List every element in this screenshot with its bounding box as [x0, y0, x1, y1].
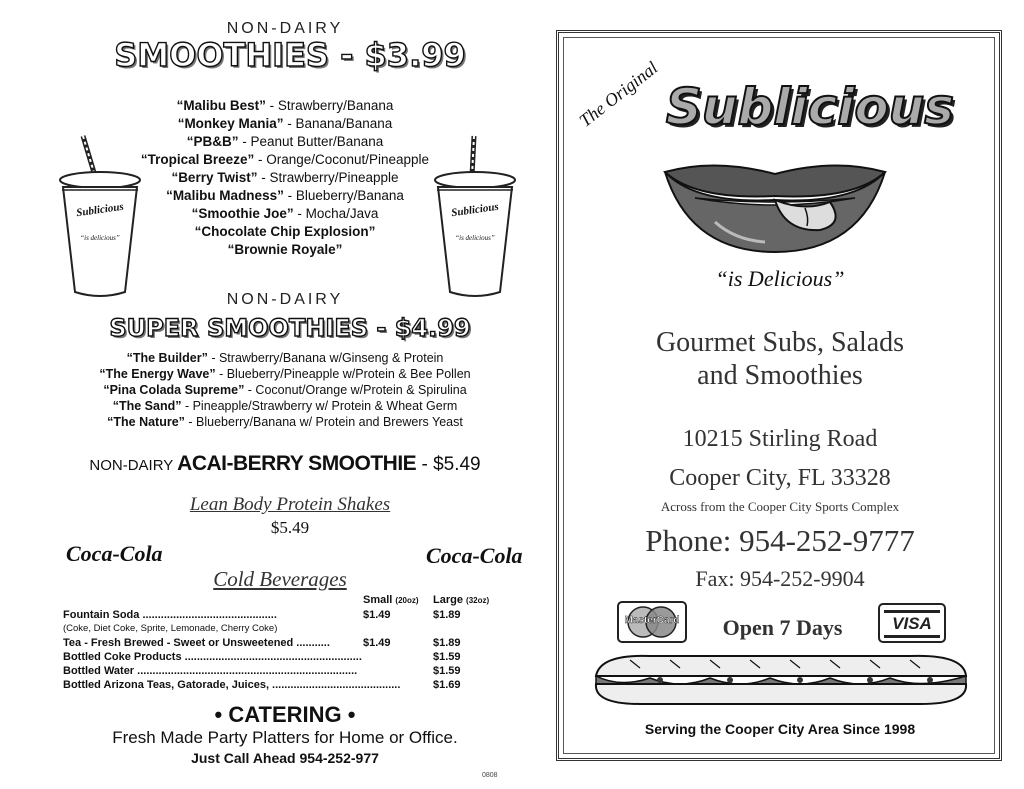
- list-item: “The Nature” - Blueberry/Banana w/ Protein and Brewers Yeast: [107, 415, 463, 429]
- table-row: Bottled Coke Products .......................................................... $1.59: [63, 651, 461, 663]
- cover-inner-border: [563, 37, 995, 754]
- list-item: “Malibu Best” - Strawberry/Banana: [176, 98, 394, 113]
- smoothies-banner: SMOOTHIES - $3.99: [114, 36, 466, 74]
- headline-line2: and Smoothies: [697, 360, 863, 391]
- fax-number: Fax: 954-252-9904: [695, 566, 865, 591]
- headline-line1: Gourmet Subs, Salads: [655, 327, 905, 358]
- phone-number: Phone: 954-252-9777: [645, 523, 915, 558]
- super-smoothies-label: NON-DAIRY: [226, 291, 344, 308]
- list-item: “The Energy Wave” - Blueberry/Pineapple w/Protein & Bee Pollen: [99, 367, 471, 381]
- catering-title: • CATERING •: [214, 702, 356, 727]
- address-note: Across from the Cooper City Sports Complex: [660, 499, 900, 514]
- cup-tagline: “is delicious”: [455, 234, 495, 242]
- list-item: “The Sand” - Pineapple/Strawberry w/ Protein & Wheat Germ: [112, 399, 458, 413]
- list-item: “Berry Twist” - Strawberry/Pineapple: [171, 170, 399, 185]
- smoothies-label: NON-DAIRY: [226, 20, 344, 37]
- list-item: “Smoothie Joe” - Mocha/Java: [191, 206, 379, 221]
- list-item: “Chocolate Chip Explosion”: [194, 224, 376, 239]
- table-row: (Coke, Diet Coke, Sprite, Lemonade, Cherry Coke): [63, 623, 278, 634]
- list-item: “Monkey Mania” - Banana/Banana: [177, 116, 393, 131]
- list-item: “The Builder” - Strawberry/Banana w/Ginseng & Protein: [126, 351, 444, 365]
- cup-tagline: “is delicious”: [80, 234, 120, 242]
- acai-smoothie: NON-DAIRY ACAI-BERRY SMOOTHIE - $5.49: [89, 452, 481, 475]
- coca-cola-logo: Coca-Cola: [66, 541, 163, 566]
- catering-phone: Just Call Ahead 954-252-977: [191, 750, 379, 766]
- tagline: “is Delicious”: [715, 266, 845, 291]
- list-item: “PB&B” - Peanut Butter/Banana: [186, 134, 384, 149]
- super-smoothies-banner: SUPER SMOOTHIES - $4.99: [109, 314, 471, 342]
- list-item: “Malibu Madness” - Blueberry/Banana: [166, 188, 404, 203]
- open-days: Open 7 Days: [722, 615, 843, 640]
- street-address: 10215 Stirling Road: [682, 426, 878, 452]
- list-item: “Tropical Breeze” - Orange/Coconut/Pineapple: [140, 152, 430, 167]
- table-row: Bottled Arizona Teas, Gatorade, Juices, .......................................... $1.69: [63, 679, 461, 691]
- table-row: Fountain Soda ............................................ $1.49 $1.89: [63, 609, 461, 621]
- protein-shakes-price: $5.49: [270, 518, 310, 537]
- serving-since: Serving the Cooper City Area Since 1998: [644, 721, 916, 737]
- catering-description: Fresh Made Party Platters for Home or Office.: [112, 728, 458, 747]
- mastercard-logo: MasterCard: [617, 601, 687, 643]
- brand-logo: Sublicious: [665, 78, 955, 136]
- table-header: Small (20oz) Large (32oz): [363, 594, 490, 606]
- visa-logo: VISA: [878, 603, 946, 643]
- super-smoothie-list: [60, 350, 510, 430]
- list-item: “Brownie Royale”: [227, 242, 343, 257]
- table-row: Bottled Water ........................................................................ $1.59: [63, 665, 461, 677]
- protein-shakes-title: Lean Body Protein Shakes: [189, 494, 391, 515]
- sub-sandwich-illustration: [590, 650, 970, 708]
- table-row: Tea - Fresh Brewed - Sweet or Unsweetened ........... $1.49 $1.89: [63, 637, 461, 649]
- footnote-code: 0808: [482, 772, 498, 779]
- cup-brand: Sublicious: [75, 200, 125, 220]
- lips-logo: [655, 160, 895, 260]
- cup-brand: Sublicious: [450, 200, 500, 220]
- smoothie-cup-illustration: [55, 132, 145, 302]
- smoothie-cup-illustration: [430, 132, 520, 302]
- cold-beverages-title: Cold Beverages: [213, 567, 347, 591]
- list-item: “Pina Colada Supreme” - Coconut/Orange w/Protein & Spirulina: [103, 383, 467, 397]
- smoothie-list: [120, 97, 450, 259]
- coca-cola-logo: Coca-Cola: [426, 543, 523, 568]
- city-state-zip: Cooper City, FL 33328: [669, 465, 891, 491]
- the-original-script: The Original: [575, 57, 662, 131]
- beverage-table: [63, 593, 503, 692]
